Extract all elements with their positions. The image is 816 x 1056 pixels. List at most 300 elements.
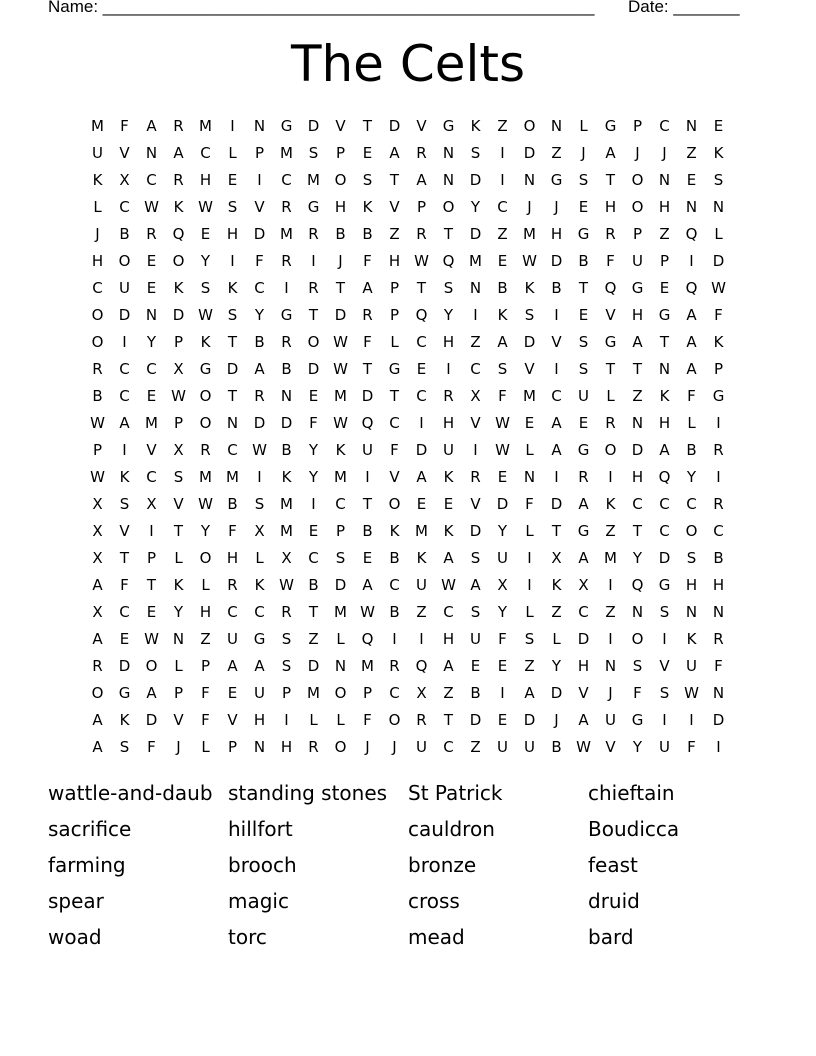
grid-letter[interactable]: I	[311, 494, 316, 513]
grid-letter[interactable]: F	[120, 116, 129, 135]
grid-letter[interactable]: H	[631, 305, 644, 324]
grid-letter[interactable]: M	[361, 656, 374, 675]
grid-letter[interactable]: S	[524, 305, 535, 324]
grid-letter[interactable]: F	[498, 629, 507, 648]
grid-letter[interactable]: A	[362, 278, 373, 297]
grid-letter[interactable]: F	[363, 710, 372, 729]
grid-letter[interactable]: U	[227, 629, 238, 648]
grid-letter[interactable]: U	[416, 575, 427, 594]
grid-letter[interactable]: U	[578, 386, 589, 405]
grid-letter[interactable]: C	[119, 359, 130, 378]
grid-letter[interactable]: T	[389, 386, 400, 405]
grid-letter[interactable]: H	[442, 332, 455, 351]
grid-letter[interactable]: U	[497, 737, 508, 756]
grid-letter[interactable]: M	[604, 548, 617, 567]
grid-letter[interactable]: W	[144, 629, 159, 648]
grid-letter[interactable]: R	[281, 197, 292, 216]
grid-letter[interactable]: I	[554, 467, 559, 486]
grid-letter[interactable]: D	[145, 710, 158, 729]
grid-letter[interactable]: I	[419, 413, 424, 432]
grid-letter[interactable]: A	[416, 467, 427, 486]
grid-letter[interactable]: T	[632, 359, 643, 378]
grid-letter[interactable]: S	[470, 143, 481, 162]
grid-letter[interactable]: F	[309, 413, 318, 432]
grid-letter[interactable]: I	[473, 440, 478, 459]
grid-letter[interactable]: J	[554, 710, 559, 729]
grid-letter[interactable]: L	[606, 386, 615, 405]
grid-letter[interactable]: C	[497, 197, 508, 216]
grid-letter[interactable]: X	[578, 575, 589, 594]
grid-letter[interactable]: H	[388, 251, 401, 270]
grid-letter[interactable]: H	[442, 413, 455, 432]
grid-letter[interactable]: M	[415, 521, 428, 540]
grid-letter[interactable]: U	[605, 710, 616, 729]
grid-letter[interactable]: E	[146, 278, 157, 297]
grid-letter[interactable]: Z	[497, 116, 508, 135]
grid-letter[interactable]: Z	[389, 224, 400, 243]
grid-letter[interactable]: J	[554, 197, 559, 216]
grid-letter[interactable]: A	[659, 440, 670, 459]
grid-letter[interactable]: C	[254, 278, 265, 297]
grid-letter[interactable]: C	[578, 602, 589, 621]
grid-letter[interactable]: T	[416, 278, 427, 297]
grid-letter[interactable]: I	[527, 575, 532, 594]
grid-letter[interactable]: Z	[470, 737, 481, 756]
grid-letter[interactable]: R	[389, 656, 400, 675]
grid-letter[interactable]: A	[551, 440, 562, 459]
grid-letter[interactable]: V	[470, 494, 481, 513]
grid-letter[interactable]: T	[632, 521, 643, 540]
grid-letter[interactable]: I	[257, 467, 262, 486]
grid-letter[interactable]: R	[200, 440, 211, 459]
grid-letter[interactable]: S	[362, 170, 373, 189]
grid-letter[interactable]: K	[470, 116, 481, 135]
grid-letter[interactable]: R	[605, 224, 616, 243]
grid-letter[interactable]: D	[334, 305, 347, 324]
grid-letter[interactable]: N	[253, 737, 266, 756]
grid-letter[interactable]: M	[469, 251, 482, 270]
grid-letter[interactable]: D	[631, 440, 644, 459]
grid-letter[interactable]: B	[335, 224, 346, 243]
grid-letter[interactable]: Y	[254, 305, 265, 324]
grid-letter[interactable]: I	[500, 143, 505, 162]
grid-letter[interactable]: A	[92, 737, 103, 756]
grid-letter[interactable]: S	[524, 629, 535, 648]
grid-letter[interactable]: Z	[659, 224, 670, 243]
grid-letter[interactable]: D	[550, 251, 563, 270]
grid-letter[interactable]: T	[659, 332, 670, 351]
grid-letter[interactable]: S	[470, 602, 481, 621]
grid-letter[interactable]: B	[254, 332, 265, 351]
grid-letter[interactable]: K	[686, 629, 697, 648]
grid-letter[interactable]: Y	[632, 548, 643, 567]
grid-letter[interactable]: C	[443, 602, 454, 621]
grid-letter[interactable]: O	[145, 656, 158, 675]
grid-letter[interactable]: M	[280, 494, 293, 513]
grid-letter[interactable]: L	[201, 737, 210, 756]
grid-letter[interactable]: I	[392, 629, 397, 648]
grid-letter[interactable]: P	[281, 683, 292, 702]
grid-letter[interactable]: X	[497, 575, 508, 594]
grid-letter[interactable]: R	[308, 737, 319, 756]
grid-letter[interactable]: I	[419, 629, 424, 648]
grid-letter[interactable]: E	[470, 656, 481, 675]
grid-letter[interactable]: X	[92, 602, 103, 621]
grid-letter[interactable]: X	[146, 494, 157, 513]
grid-letter[interactable]: L	[228, 143, 237, 162]
grid-letter[interactable]: C	[713, 521, 724, 540]
grid-letter[interactable]: Y	[443, 305, 454, 324]
grid-letter[interactable]: S	[470, 548, 481, 567]
grid-letter[interactable]: H	[226, 224, 239, 243]
grid-letter[interactable]: T	[362, 494, 373, 513]
grid-letter[interactable]: A	[146, 116, 157, 135]
grid-letter[interactable]: L	[336, 629, 345, 648]
grid-letter[interactable]: I	[608, 629, 613, 648]
grid-letter[interactable]: D	[307, 656, 320, 675]
grid-letter[interactable]: L	[525, 521, 534, 540]
grid-letter[interactable]: T	[443, 710, 454, 729]
grid-letter[interactable]: H	[685, 575, 698, 594]
grid-letter[interactable]: E	[578, 197, 589, 216]
grid-letter[interactable]: T	[362, 359, 373, 378]
grid-letter[interactable]: G	[658, 305, 671, 324]
grid-letter[interactable]: R	[146, 224, 157, 243]
grid-letter[interactable]: N	[712, 602, 725, 621]
grid-letter[interactable]: O	[631, 197, 644, 216]
grid-letter[interactable]: E	[146, 602, 157, 621]
grid-letter[interactable]: I	[716, 467, 721, 486]
grid-letter[interactable]: C	[200, 143, 211, 162]
grid-letter[interactable]: P	[92, 440, 103, 459]
grid-letter[interactable]: W	[495, 440, 510, 459]
grid-letter[interactable]: D	[415, 440, 428, 459]
grid-letter[interactable]: K	[92, 170, 103, 189]
grid-letter[interactable]: S	[578, 332, 589, 351]
grid-letter[interactable]: W	[279, 575, 294, 594]
grid-letter[interactable]: R	[443, 386, 454, 405]
grid-letter[interactable]: N	[658, 359, 671, 378]
grid-letter[interactable]: S	[335, 548, 346, 567]
grid-letter[interactable]: M	[334, 467, 347, 486]
grid-letter[interactable]: T	[443, 224, 454, 243]
grid-letter[interactable]: R	[416, 224, 427, 243]
grid-letter[interactable]: H	[604, 197, 617, 216]
grid-letter[interactable]: B	[281, 359, 292, 378]
grid-letter[interactable]: H	[658, 197, 671, 216]
grid-letter[interactable]: I	[230, 251, 235, 270]
grid-letter[interactable]: A	[389, 143, 400, 162]
grid-letter[interactable]: D	[550, 683, 563, 702]
grid-letter[interactable]: W	[441, 575, 456, 594]
grid-letter[interactable]: J	[662, 143, 667, 162]
grid-letter[interactable]: U	[92, 143, 103, 162]
grid-letter[interactable]: M	[334, 602, 347, 621]
grid-letter[interactable]: N	[469, 278, 482, 297]
grid-letter[interactable]: N	[685, 197, 698, 216]
grid-letter[interactable]: C	[308, 548, 319, 567]
grid-letter[interactable]: B	[281, 440, 292, 459]
grid-letter[interactable]: V	[227, 710, 238, 729]
grid-letter[interactable]: X	[281, 548, 292, 567]
grid-letter[interactable]: F	[714, 305, 723, 324]
grid-letter[interactable]: P	[227, 737, 238, 756]
grid-letter[interactable]: O	[604, 440, 617, 459]
grid-letter[interactable]: Q	[604, 278, 617, 297]
grid-letter[interactable]: C	[389, 413, 400, 432]
grid-letter[interactable]: E	[227, 683, 238, 702]
grid-letter[interactable]: V	[605, 305, 616, 324]
grid-letter[interactable]: T	[308, 602, 319, 621]
grid-letter[interactable]: P	[632, 224, 643, 243]
grid-letter[interactable]: S	[713, 170, 724, 189]
grid-letter[interactable]: I	[311, 251, 316, 270]
grid-letter[interactable]: H	[280, 737, 293, 756]
grid-letter[interactable]: L	[201, 575, 210, 594]
grid-letter[interactable]: E	[578, 305, 589, 324]
grid-letter[interactable]: O	[91, 683, 104, 702]
grid-letter[interactable]: S	[497, 359, 508, 378]
grid-letter[interactable]: T	[227, 332, 238, 351]
grid-letter[interactable]: N	[253, 116, 266, 135]
grid-letter[interactable]: A	[92, 629, 103, 648]
grid-letter[interactable]: F	[633, 683, 642, 702]
grid-letter[interactable]: S	[578, 359, 589, 378]
grid-letter[interactable]: R	[227, 575, 238, 594]
grid-letter[interactable]: A	[92, 575, 103, 594]
grid-letter[interactable]: K	[605, 494, 616, 513]
grid-letter[interactable]: H	[712, 575, 725, 594]
grid-letter[interactable]: F	[120, 575, 129, 594]
grid-letter[interactable]: A	[443, 656, 454, 675]
grid-letter[interactable]: Q	[685, 224, 698, 243]
grid-letter[interactable]: N	[280, 386, 293, 405]
grid-letter[interactable]: K	[443, 467, 454, 486]
grid-letter[interactable]: I	[689, 710, 694, 729]
grid-letter[interactable]: X	[92, 548, 103, 567]
grid-letter[interactable]: G	[280, 116, 293, 135]
grid-letter[interactable]: F	[363, 332, 372, 351]
grid-letter[interactable]: M	[199, 116, 212, 135]
grid-letter[interactable]: N	[604, 656, 617, 675]
grid-letter[interactable]: N	[226, 413, 239, 432]
grid-letter[interactable]: Y	[686, 467, 697, 486]
grid-letter[interactable]: E	[362, 143, 373, 162]
grid-letter[interactable]: Y	[632, 737, 643, 756]
grid-letter[interactable]: B	[686, 440, 697, 459]
grid-letter[interactable]: V	[254, 197, 265, 216]
grid-letter[interactable]: N	[631, 413, 644, 432]
grid-letter[interactable]: P	[335, 143, 346, 162]
grid-letter[interactable]: T	[362, 116, 373, 135]
date-blank[interactable]: _______	[668, 0, 740, 16]
grid-letter[interactable]: H	[199, 170, 212, 189]
grid-letter[interactable]: I	[500, 683, 505, 702]
grid-letter[interactable]: K	[713, 332, 724, 351]
grid-letter[interactable]: W	[198, 494, 213, 513]
grid-letter[interactable]: U	[632, 251, 643, 270]
grid-letter[interactable]: T	[146, 575, 157, 594]
grid-letter[interactable]: Q	[685, 278, 698, 297]
grid-letter[interactable]: C	[659, 116, 670, 135]
grid-letter[interactable]: E	[659, 278, 670, 297]
grid-letter[interactable]: S	[173, 467, 184, 486]
grid-letter[interactable]: F	[687, 386, 696, 405]
grid-letter[interactable]: D	[469, 710, 482, 729]
grid-letter[interactable]: X	[470, 386, 481, 405]
grid-letter[interactable]: C	[416, 386, 427, 405]
grid-letter[interactable]: D	[307, 359, 320, 378]
grid-letter[interactable]: A	[632, 332, 643, 351]
grid-letter[interactable]: R	[254, 386, 265, 405]
grid-letter[interactable]: V	[524, 359, 535, 378]
grid-letter[interactable]: B	[362, 521, 373, 540]
grid-letter[interactable]: S	[632, 656, 643, 675]
grid-letter[interactable]: F	[255, 251, 264, 270]
grid-letter[interactable]: B	[308, 575, 319, 594]
name-blank[interactable]: ____________________________________________________	[98, 0, 595, 16]
grid-letter[interactable]: A	[119, 413, 130, 432]
grid-letter[interactable]: N	[145, 305, 158, 324]
grid-letter[interactable]: C	[470, 359, 481, 378]
grid-letter[interactable]: X	[551, 548, 562, 567]
grid-letter[interactable]: N	[334, 656, 347, 675]
grid-letter[interactable]: G	[577, 521, 590, 540]
grid-letter[interactable]: S	[443, 278, 454, 297]
grid-letter[interactable]: L	[336, 710, 345, 729]
grid-letter[interactable]: G	[280, 305, 293, 324]
grid-letter[interactable]: Q	[415, 656, 428, 675]
grid-letter[interactable]: W	[198, 197, 213, 216]
grid-letter[interactable]: E	[308, 521, 319, 540]
grid-letter[interactable]: G	[604, 116, 617, 135]
grid-letter[interactable]: D	[469, 170, 482, 189]
grid-letter[interactable]: F	[228, 521, 237, 540]
grid-letter[interactable]: W	[333, 413, 348, 432]
grid-letter[interactable]: Y	[470, 197, 481, 216]
grid-letter[interactable]: C	[227, 602, 238, 621]
grid-letter[interactable]: W	[360, 602, 375, 621]
grid-letter[interactable]: X	[92, 494, 103, 513]
grid-letter[interactable]: D	[253, 413, 266, 432]
grid-letter[interactable]: I	[716, 737, 721, 756]
grid-letter[interactable]: T	[173, 521, 184, 540]
grid-letter[interactable]: P	[173, 413, 184, 432]
grid-letter[interactable]: I	[122, 332, 127, 351]
grid-letter[interactable]: E	[146, 251, 157, 270]
grid-letter[interactable]: R	[713, 494, 724, 513]
grid-letter[interactable]: M	[145, 413, 158, 432]
grid-letter[interactable]: I	[689, 251, 694, 270]
grid-letter[interactable]: E	[416, 494, 427, 513]
grid-letter[interactable]: D	[172, 305, 185, 324]
grid-letter[interactable]: C	[416, 332, 427, 351]
grid-letter[interactable]: A	[578, 710, 589, 729]
grid-letter[interactable]: D	[118, 305, 131, 324]
grid-letter[interactable]: P	[416, 197, 427, 216]
grid-letter[interactable]: E	[146, 386, 157, 405]
grid-letter[interactable]: G	[604, 332, 617, 351]
grid-letter[interactable]: W	[333, 332, 348, 351]
grid-letter[interactable]: O	[334, 683, 347, 702]
grid-letter[interactable]: K	[713, 143, 724, 162]
grid-letter[interactable]: V	[119, 521, 130, 540]
grid-letter[interactable]: R	[173, 116, 184, 135]
grid-letter[interactable]: W	[495, 413, 510, 432]
grid-letter[interactable]: Q	[631, 575, 644, 594]
grid-letter[interactable]: K	[524, 278, 535, 297]
grid-letter[interactable]: D	[496, 494, 509, 513]
grid-letter[interactable]: D	[334, 575, 347, 594]
grid-letter[interactable]: R	[362, 305, 373, 324]
grid-letter[interactable]: G	[658, 575, 671, 594]
grid-letter[interactable]: E	[416, 359, 427, 378]
grid-letter[interactable]: Q	[172, 224, 185, 243]
grid-letter[interactable]: R	[308, 278, 319, 297]
grid-letter[interactable]: U	[443, 440, 454, 459]
grid-letter[interactable]: N	[523, 170, 536, 189]
grid-letter[interactable]: S	[659, 602, 670, 621]
grid-letter[interactable]: P	[200, 656, 211, 675]
grid-letter[interactable]: G	[307, 197, 320, 216]
grid-letter[interactable]: I	[473, 305, 478, 324]
grid-letter[interactable]: A	[254, 656, 265, 675]
grid-letter[interactable]: Z	[686, 143, 697, 162]
grid-letter[interactable]: V	[119, 143, 130, 162]
grid-letter[interactable]: Y	[200, 251, 211, 270]
grid-letter[interactable]: X	[92, 521, 103, 540]
grid-letter[interactable]: N	[442, 143, 455, 162]
grid-letter[interactable]: C	[659, 521, 670, 540]
grid-letter[interactable]: O	[523, 116, 536, 135]
grid-letter[interactable]: D	[712, 710, 725, 729]
grid-letter[interactable]: V	[470, 413, 481, 432]
grid-letter[interactable]: H	[631, 467, 644, 486]
grid-letter[interactable]: N	[550, 116, 563, 135]
grid-letter[interactable]: S	[227, 197, 238, 216]
grid-letter[interactable]: Q	[442, 251, 455, 270]
grid-letter[interactable]: Y	[497, 602, 508, 621]
grid-letter[interactable]: L	[93, 197, 102, 216]
grid-letter[interactable]: D	[361, 386, 374, 405]
grid-letter[interactable]: D	[523, 332, 536, 351]
grid-letter[interactable]: B	[92, 386, 103, 405]
grid-letter[interactable]: O	[442, 197, 455, 216]
grid-letter[interactable]: Z	[551, 143, 562, 162]
grid-letter[interactable]: E	[524, 413, 535, 432]
grid-letter[interactable]: Q	[361, 413, 374, 432]
grid-letter[interactable]: H	[226, 548, 239, 567]
grid-letter[interactable]: G	[577, 224, 590, 243]
grid-letter[interactable]: G	[388, 359, 401, 378]
grid-letter[interactable]: A	[551, 413, 562, 432]
grid-letter[interactable]: I	[149, 521, 154, 540]
grid-letter[interactable]: R	[416, 710, 427, 729]
grid-letter[interactable]: Y	[551, 656, 562, 675]
grid-letter[interactable]: J	[365, 737, 370, 756]
grid-letter[interactable]: J	[581, 143, 586, 162]
grid-letter[interactable]: P	[632, 116, 643, 135]
grid-letter[interactable]: M	[523, 224, 536, 243]
grid-letter[interactable]: E	[686, 170, 697, 189]
grid-letter[interactable]: V	[173, 494, 184, 513]
grid-letter[interactable]: L	[714, 224, 723, 243]
grid-letter[interactable]: C	[632, 494, 643, 513]
grid-letter[interactable]: J	[176, 737, 181, 756]
grid-letter[interactable]: J	[338, 251, 343, 270]
grid-letter[interactable]: I	[554, 305, 559, 324]
grid-letter[interactable]: B	[578, 251, 589, 270]
